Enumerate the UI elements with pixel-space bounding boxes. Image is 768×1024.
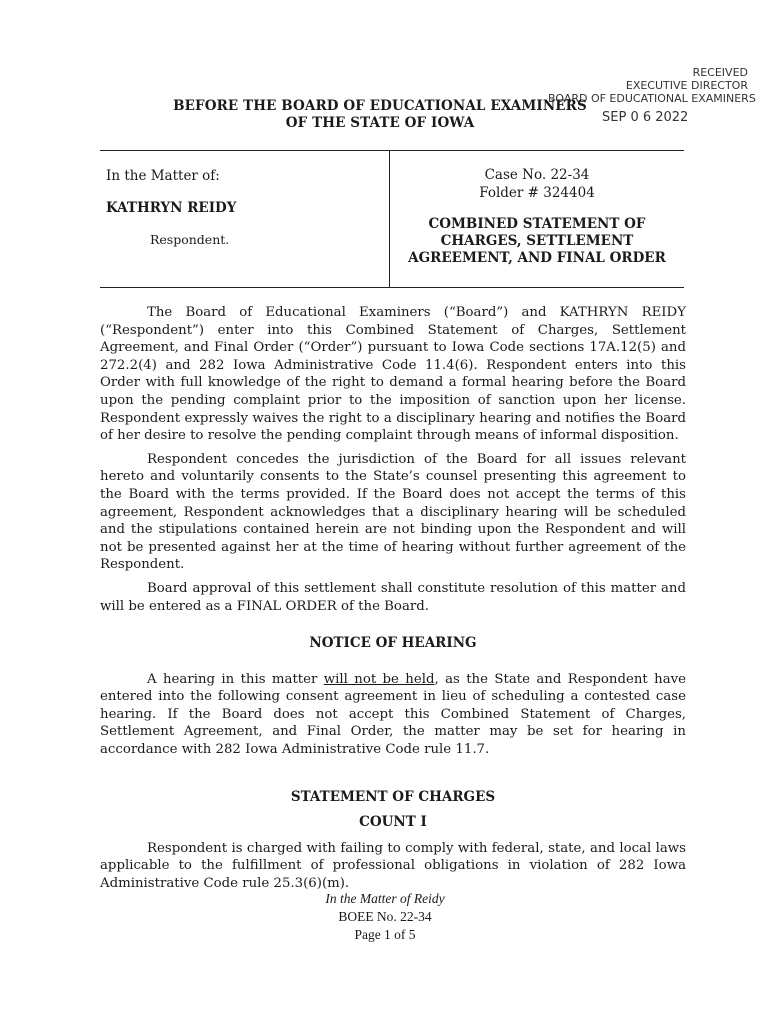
caption-divider xyxy=(389,150,390,287)
page-footer xyxy=(250,890,520,944)
header-line-2: OF THE STATE OF IOWA xyxy=(285,115,475,131)
statement-of-charges-heading: STATEMENT OF CHARGES xyxy=(290,788,496,805)
stamp-received: RECEIVED xyxy=(692,66,748,79)
stamp-executive-director: EXECUTIVE DIRECTOR xyxy=(625,79,748,92)
caption-parties xyxy=(106,168,376,247)
paragraph-notice xyxy=(100,671,686,759)
case-number: Case No. 22-34 xyxy=(484,167,590,183)
paragraph-intro: The Board of Educational Examiners (“Board”) and KATHRYN REIDY (“Respondent”) enter into this Combined Statement of Charges, Settlement Agreement, and Final Order (“Order”) pursuant to Iowa Code sections 17A.12(5) and 272.2(4) and 282 Iowa Administrative Code 11.4(6). Respondent enters into this Order with full knowledge of the right to demand a formal hearing before the Board upon the pending complaint prior to the imposition of sanction upon her license. Respondent expressly waives the right to a disciplinary hearing and notifies the Board of her desire to resolve the pending complaint through means of informal disposition. xyxy=(100,305,686,444)
respondent-label: Respondent. xyxy=(150,232,230,247)
in-the-matter-of: In the Matter of: xyxy=(106,168,220,184)
notice-of-hearing-heading: NOTICE OF HEARING xyxy=(309,635,477,652)
title-line-3: AGREEMENT, AND FINAL ORDER xyxy=(408,250,666,266)
footer-boee-number: BOEE No. 22-34 xyxy=(338,909,432,924)
paragraph-jurisdiction: Respondent concedes the jurisdiction of the Board for all issues relevant hereto and voluntarily consents to the State’s counsel presenting this agreement to the Board with the terms provided. If the Board does not accept the terms of this agreement, Respondent acknowledges that a disciplinary hearing will be scheduled and the stipulations contained herein are not binding upon the Respondent and will not be presented against her at the time of hearing without further agreement of the Respondent. xyxy=(100,451,686,573)
notice-text-pre: A hearing in this matter xyxy=(147,671,324,687)
paragraph-approval: Board approval of this settlement shall constitute resolution of this matter and will be entered as a FINAL ORDER of the Board. xyxy=(100,580,686,614)
header-line-1: BEFORE THE BOARD OF EDUCATIONAL EXAMINERS xyxy=(173,98,587,114)
caption-top-rule xyxy=(100,150,684,151)
caption-case xyxy=(392,166,682,267)
respondent-name: KATHRYN REIDY xyxy=(106,200,237,216)
notice-text-underlined: will not be held xyxy=(323,671,435,687)
document-title xyxy=(392,216,682,267)
count-i-heading: COUNT I xyxy=(359,814,427,831)
stamp-board: BOARD OF EDUCATIONAL EXAMINERS xyxy=(548,92,756,105)
paragraph-count-i: Respondent is charged with failing to comply with federal, state, and local laws applicable to the fulfillment of professional obligations in violation of 282 Iowa Administrative Code rule 25.3(6)(m). xyxy=(100,840,686,892)
footer-caption: In the Matter of Reidy xyxy=(325,891,445,906)
title-line-1: COMBINED STATEMENT OF xyxy=(428,216,646,232)
folder-number: Folder # 324404 xyxy=(479,185,595,201)
document-header xyxy=(150,98,610,132)
footer-page-number: Page 1 of 5 xyxy=(354,927,416,942)
stamp-date: SEP 0 6 2022 xyxy=(602,110,689,125)
notice-text-post: , as the State and Respondent have entered into the following consent agreement in lieu of scheduling a contested case hearing. If the Board does not accept this Combined Statement of Charges, Settlement Agreement, and Final Order, the matter may be set for hearing in accordance with 282 Iowa Administrative Code rule 11.7. xyxy=(100,671,687,758)
document-body xyxy=(100,304,686,899)
title-line-2: CHARGES, SETTLEMENT xyxy=(440,233,634,249)
caption-bottom-rule xyxy=(100,287,684,288)
